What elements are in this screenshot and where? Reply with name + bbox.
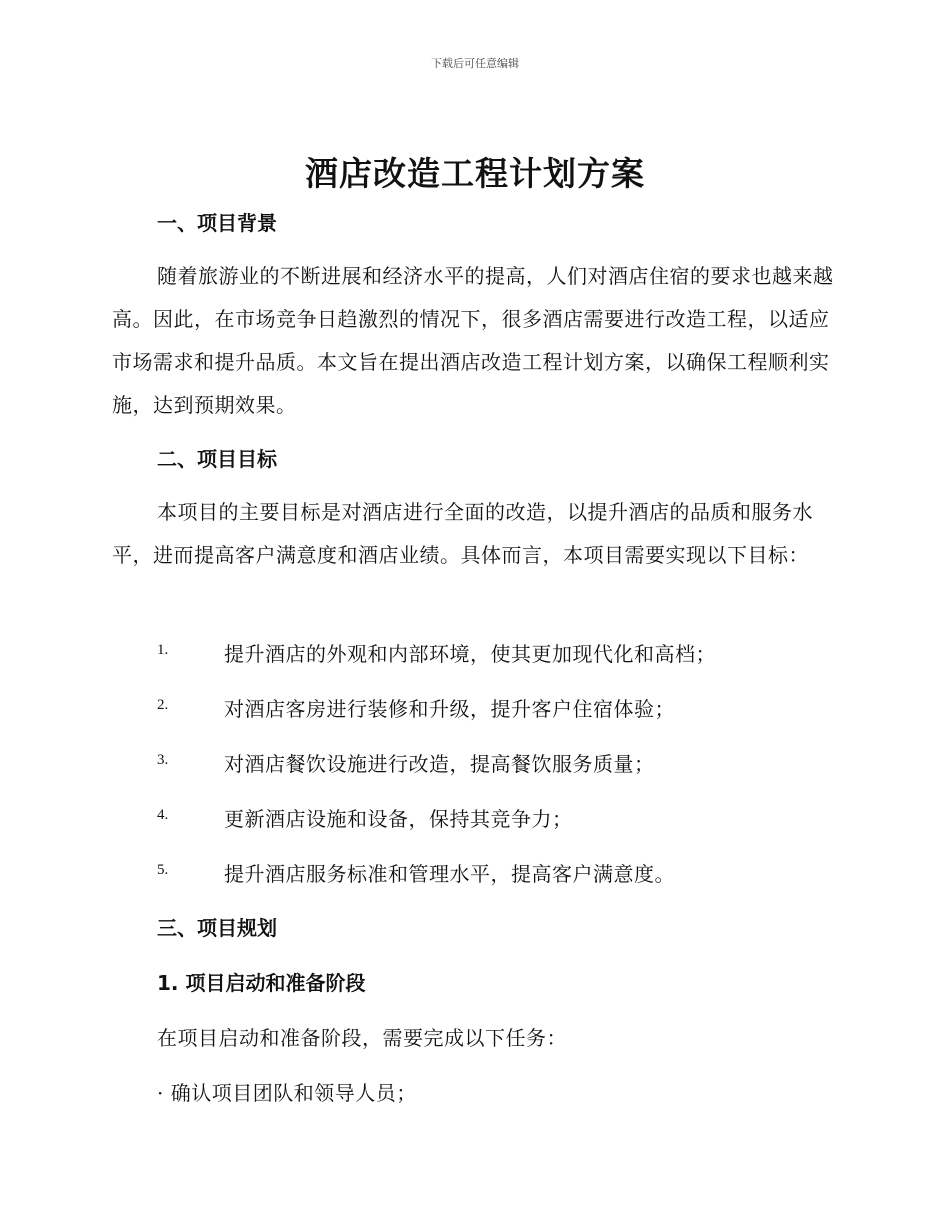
goal-number: 4. bbox=[157, 807, 169, 823]
section-heading-planning: 三、项目规划 bbox=[157, 916, 277, 940]
section-heading-goals: 二、项目目标 bbox=[157, 447, 277, 471]
goal-text: 对酒店餐饮设施进行改造，提高餐饮服务质量； bbox=[224, 752, 655, 776]
goal-text: 更新酒店设施和设备，保持其竞争力； bbox=[224, 807, 573, 831]
goal-text: 提升酒店的外观和内部环境，使其更加现代化和高档； bbox=[224, 642, 716, 666]
section-heading-background: 一、项目背景 bbox=[157, 211, 277, 235]
goal-number: 2. bbox=[157, 697, 169, 713]
goals-paragraph: 本项目的主要目标是对酒店进行全面的改造，以提升酒店的品质和服务水平，进而提高客户满意度和酒店业绩。具体而言，本项目需要实现以下目标： bbox=[112, 500, 813, 567]
subsection-heading-startup: 1. 项目启动和准备阶段 bbox=[157, 971, 366, 995]
background-paragraph: 随着旅游业的不断进展和经济水平的提高，人们对酒店住宿的要求也越来越高。因此，在市场竞争日趋激烈的情况下，很多酒店需要进行改造工程，以适应市场需求和提升品质。本文旨在提出酒店改造工程计划方案，以确保工程顺利实施，达到预期效果。 bbox=[112, 264, 834, 417]
startup-intro: 在项目启动和准备阶段，需要完成以下任务： bbox=[157, 1026, 567, 1050]
goal-number: 3. bbox=[157, 752, 169, 768]
goal-number: 1. bbox=[157, 642, 169, 658]
goal-text: 对酒店客房进行装修和升级，提升客户住宿体验； bbox=[224, 697, 675, 721]
task-bullet-item: · 确认项目团队和领导人员； bbox=[157, 1081, 417, 1105]
goal-number: 5. bbox=[157, 862, 169, 878]
page-header-note: 下载后可任意编辑 bbox=[431, 57, 519, 70]
document-title: 酒店改造工程计划方案 bbox=[305, 154, 645, 193]
goal-text: 提升酒店服务标准和管理水平，提高客户满意度。 bbox=[224, 862, 675, 886]
